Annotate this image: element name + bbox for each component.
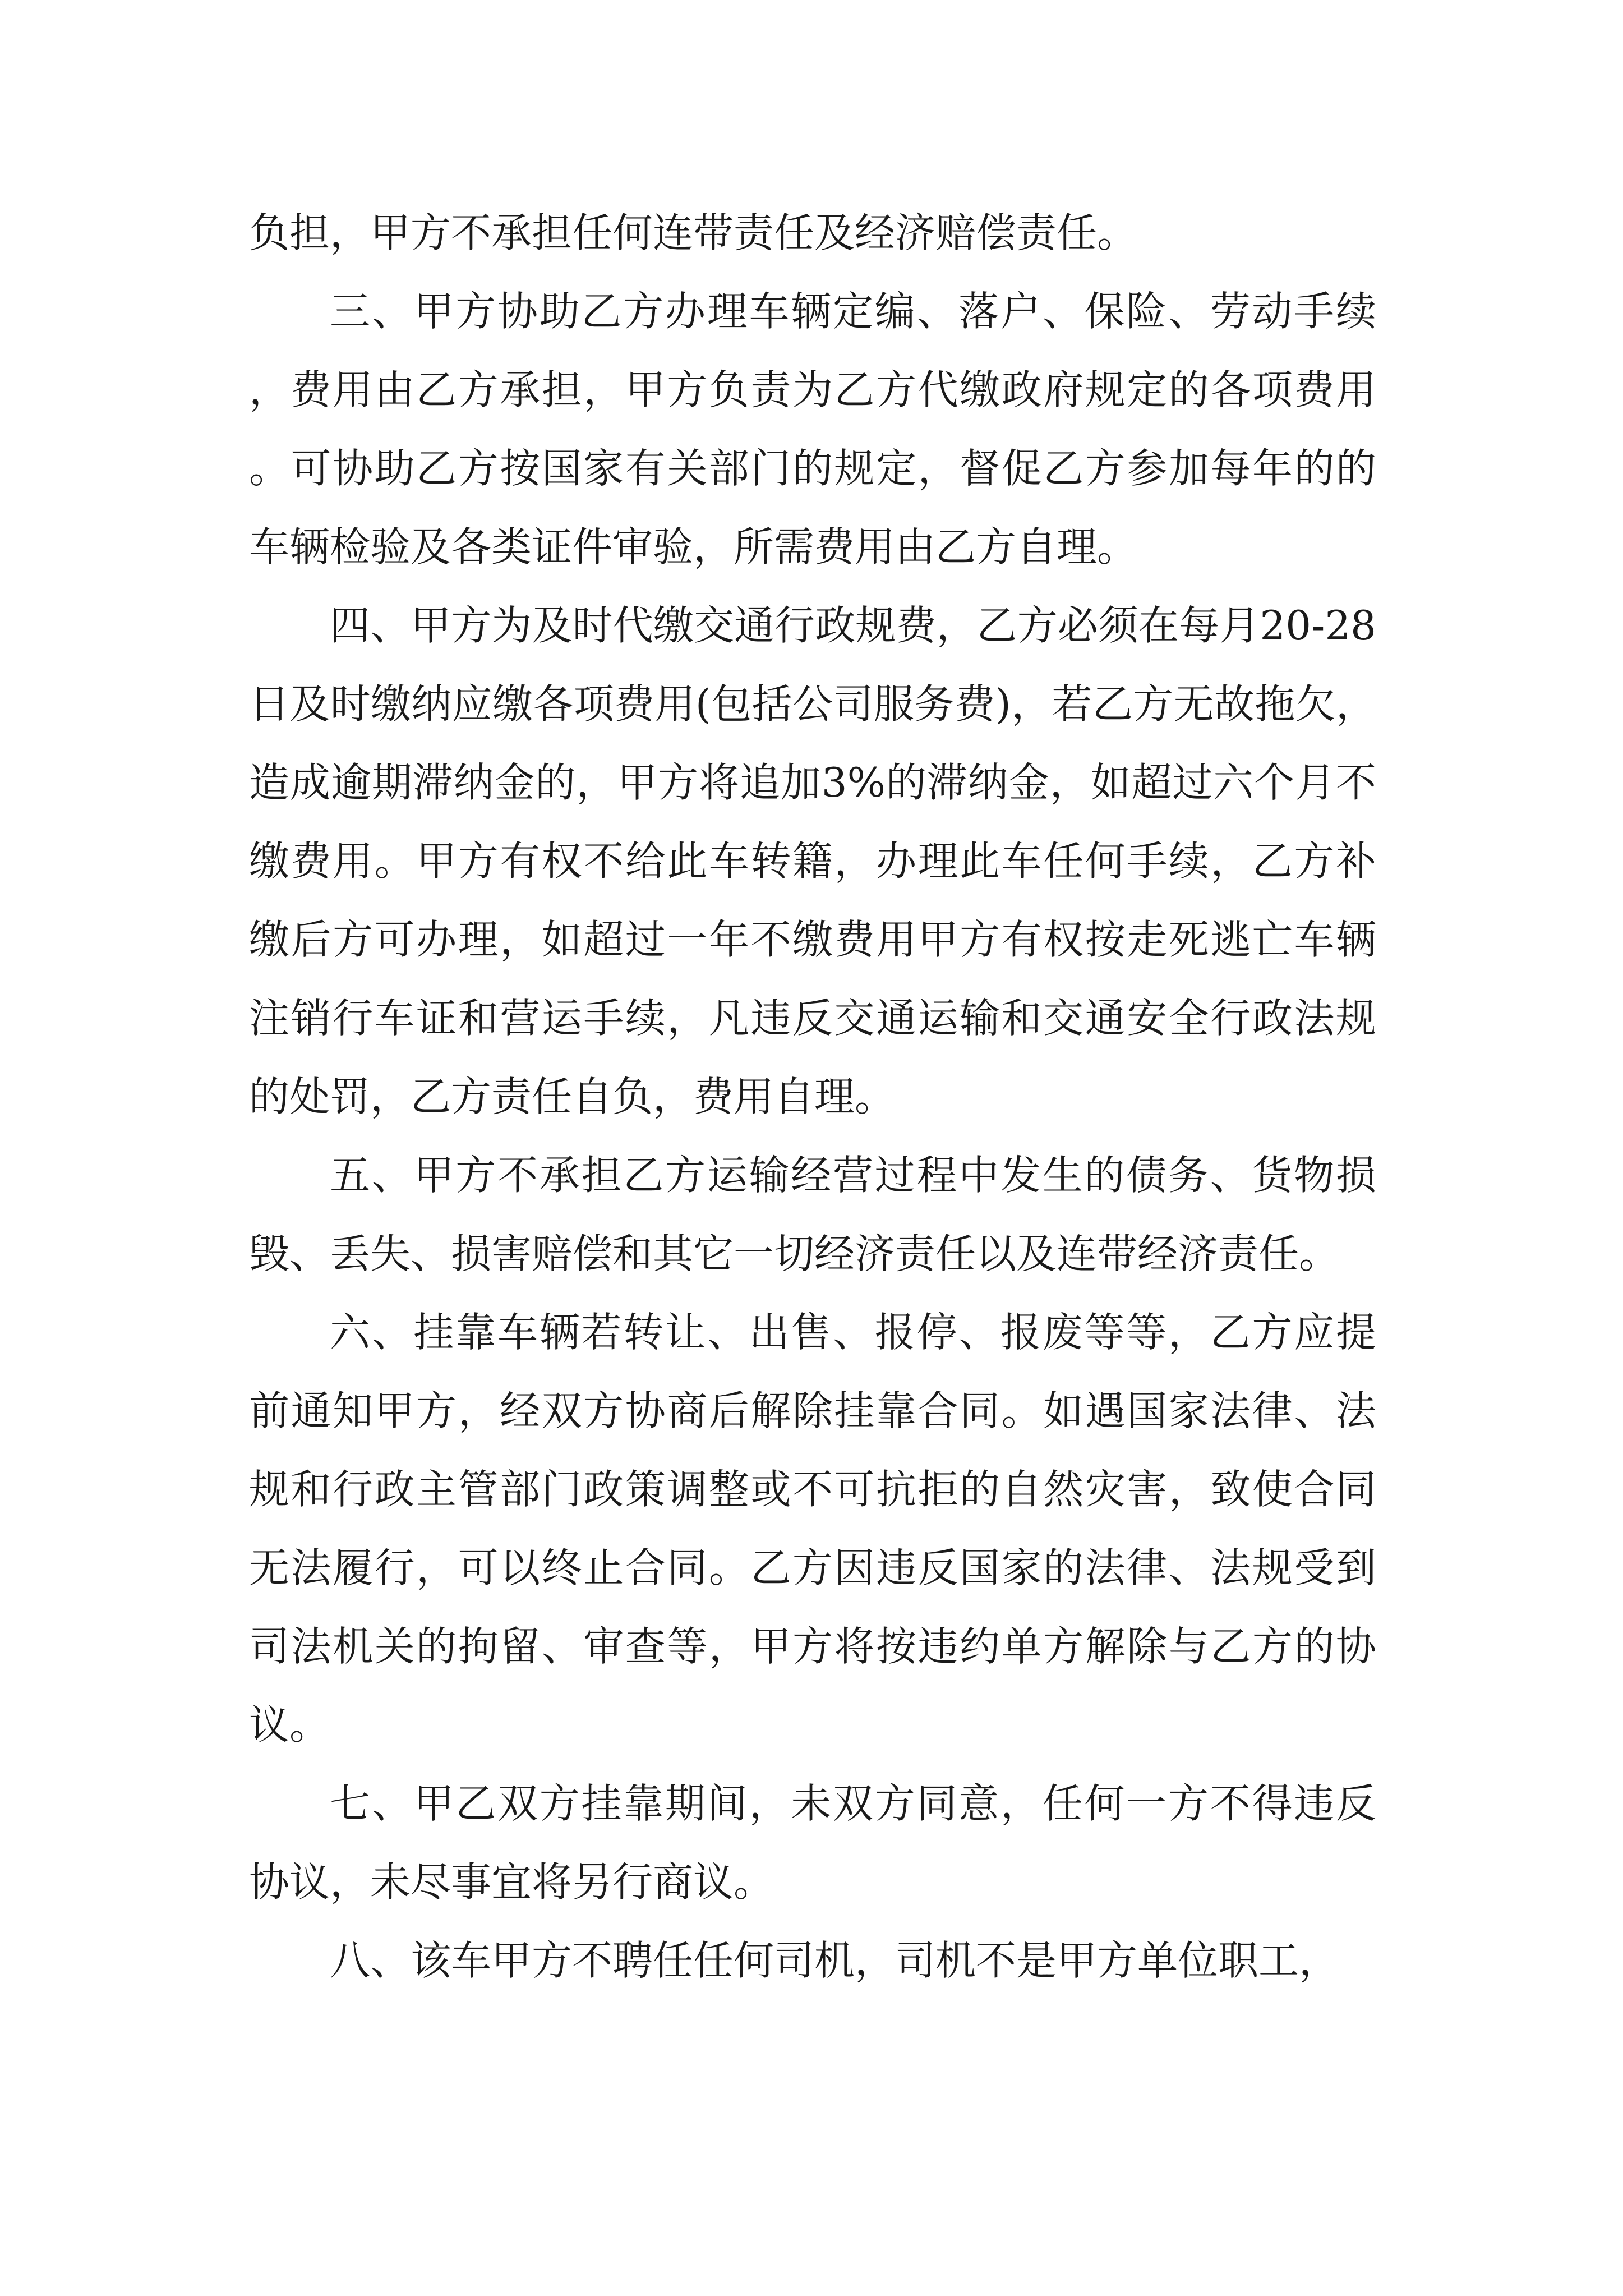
paragraph-continuation: 负担，甲方不承担任何连带责任及经济赔偿责任。 bbox=[249, 209, 1138, 256]
paragraph-clause-4: 四、甲方为及时代缴交通行政规费，乙方必须在每月20-28日及时缴纳应缴各项费用(包括公司服务费)，若乙方无故拖欠，造成逾期滞纳金的，甲方将追加3%的滞纳金，如超过六个月不缴费用。甲方有权不给此车转籍，办理此车任何手续，乙方补缴后方可办理，如超过一年不缴费用甲方有权按走死逃亡车辆注销行车证和营运手续，凡违反交通运输和交通安全行政法规的处罚，乙方责任自负，费用自理。 bbox=[249, 602, 1376, 1120]
paragraph-clause-6: 六、挂靠车辆若转让、出售、报停、报废等等，乙方应提前通知甲方，经双方协商后解除挂靠合同。如遇国家法律、法规和行政主管部门政策调整或不可抗拒的自然灾害，致使合同无法履行，可以终止合同。乙方因违反国家的法律、法规受到司法机关的拘留、审查等，甲方将按违约单方解除与乙方的协议。 bbox=[249, 1309, 1376, 1749]
paragraph-clause-5: 五、甲方不承担乙方运输经营过程中发生的债务、货物损毁、丢失、损害赔偿和其它一切经济责任以及连带经济责任。 bbox=[249, 1152, 1376, 1277]
paragraph-clause-7: 七、甲乙双方挂靠期间，未双方同意，任何一方不得违反协议，未尽事宜将另行商议。 bbox=[249, 1780, 1376, 1906]
paragraph-clause-3: 三、甲方协助乙方办理车辆定编、落户、保险、劳动手续，费用由乙方承担，甲方负责为乙方代缴政府规定的各项费用。可协助乙方按国家有关部门的规定，督促乙方参加每年的的车辆检验及各类证件审验，所需费用由乙方自理。 bbox=[249, 288, 1376, 570]
paragraph-clause-8: 八、该车甲方不聘任任何司机，司机不是甲方单位职工， bbox=[330, 1937, 1340, 1984]
document-body bbox=[249, 194, 1376, 2000]
